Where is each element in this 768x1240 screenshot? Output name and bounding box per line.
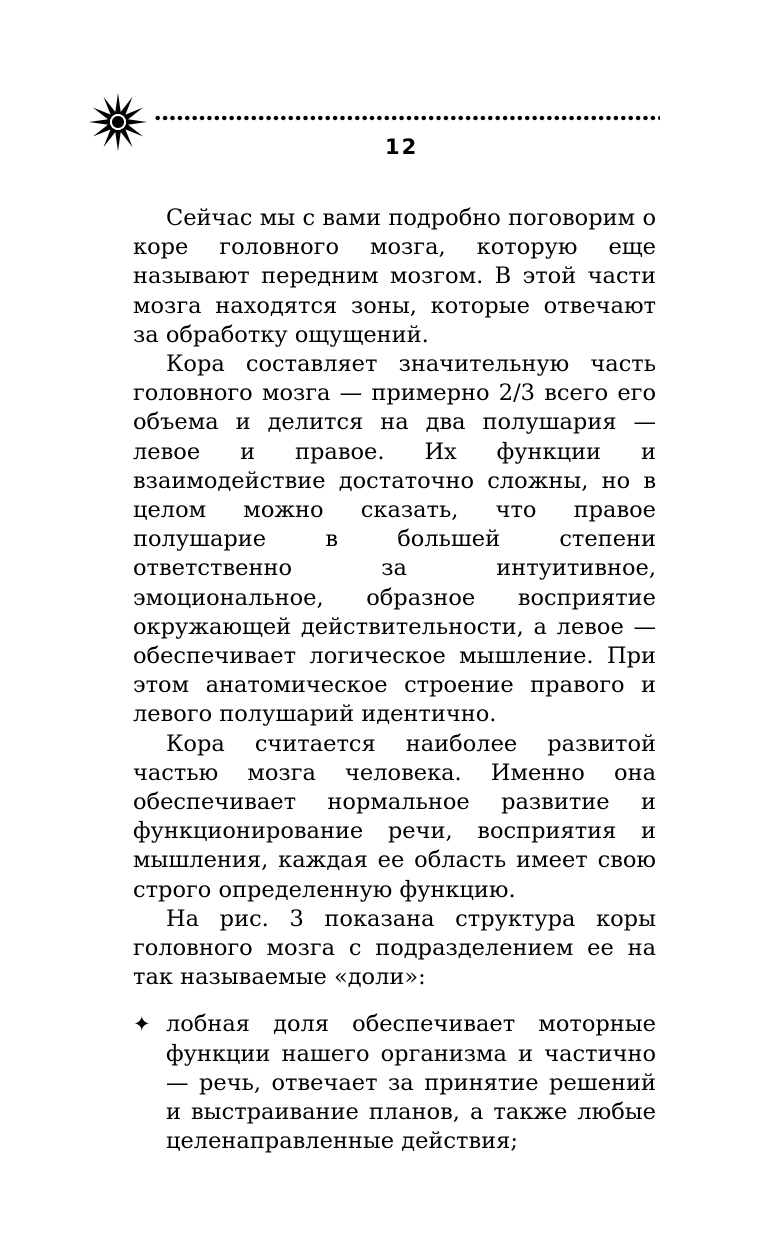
star-bullet-icon: ✦ xyxy=(133,1012,151,1037)
paragraph: Кора составляет значительную часть головного мозга — примерно 2/3 всего его объема и делится на два полушария — левое и правое. Их функции и взаимодействие достаточно сложны, но в целом можно сказать, что правое полушарие в большей степени ответственно за интуитивное, эмоциональное, образное восприятие окружающей действительности, а левое — обеспечивает логическое мышление. При этом анатомическое строение правого и левого полушарий идентично. xyxy=(133,351,656,728)
bullet-list xyxy=(133,1010,656,1156)
body-text xyxy=(133,204,656,1157)
list-item-text: лобная доля обеспечивает моторные функции нашего организма и частично — речь, отвечает за принятие решений и выстраивание планов, а также любые целенаправленные действия; xyxy=(166,1011,656,1155)
paragraph: Сейчас мы с вами подробно поговорим о коре головного мозга, которую еще называют передним мозгом. В этой части мозга находятся зоны, которые отвечают за обработку ощущений. xyxy=(133,205,656,348)
paragraph: На рис. 3 показана структура коры головного мозга с подразделением ее на так называемые «доли»: xyxy=(133,905,656,991)
paragraph: Кора считается наиболее развитой частью мозга человека. Именно она обеспечивает нормальное развитие и функционирование речи, восприятия и мышления, каждая ее область имеет свою строго определенную функцию. xyxy=(133,730,656,903)
page-header xyxy=(88,92,663,152)
list-item xyxy=(133,1010,656,1156)
asterisk-sunburst-icon xyxy=(88,92,148,152)
dotted-rule xyxy=(154,114,660,122)
page-number: 12 xyxy=(385,135,419,159)
